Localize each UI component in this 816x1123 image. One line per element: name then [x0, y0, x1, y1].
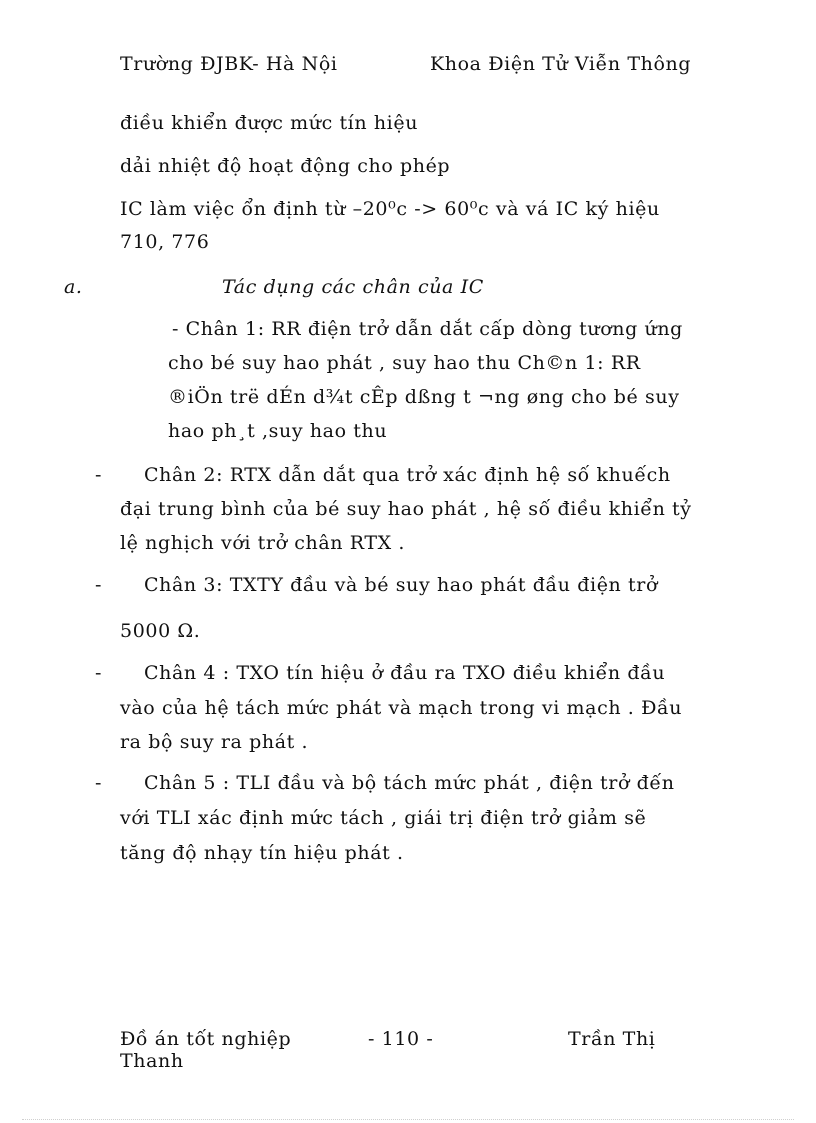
- pin4-line-3: ra bộ suy ra phát .: [120, 731, 309, 753]
- intro-line-3: IC làm việc ổn định từ –20⁰c -> 60⁰c và vá IC ký hiệu: [120, 198, 660, 220]
- footer-left-line-2: Thanh: [120, 1050, 184, 1072]
- pin3-bullet: -: [95, 574, 103, 596]
- header-school: Trường ĐJBK- Hà Nội: [120, 53, 338, 75]
- pin5-line-2: với TLI xác định mức tách , giái trị điện trở giảm sẽ: [120, 807, 647, 829]
- pin4-line-1: Chân 4 : TXO tín hiệu ở đầu ra TXO điều khiển đầu: [144, 662, 666, 684]
- pin1-line-1: - Chân 1: RR điện trở dẫn dắt cấp dòng tương ứng: [172, 318, 683, 340]
- intro-line-2: dải nhiệt độ hoạt động cho phép: [120, 155, 451, 177]
- pin5-bullet: -: [95, 772, 103, 794]
- page-bottom-divider: [22, 1119, 794, 1120]
- footer-left-line-1: Đồ án tốt nghiệp: [120, 1028, 292, 1050]
- pin3-line-1: Chân 3: TXTY đầu và bé suy hao phát đầu điện trở: [144, 574, 658, 596]
- intro-line-4: 710, 776: [120, 231, 210, 253]
- pin1-line-4: hao ph¸t ,suy hao thu: [168, 420, 388, 442]
- pin5-line-1: Chân 5 : TLI đầu và bộ tách mức phát , điện trở đến: [144, 772, 675, 794]
- pin1-line-3: ®iÖn trë dÉn d¾t cÊp dßng t ¬ng øng cho bé suy: [168, 386, 680, 408]
- section-title: Tác dụng các chân của IC: [222, 276, 484, 298]
- pin2-line-1: Chân 2: RTX dẫn dắt qua trở xác định hệ số khuếch: [144, 464, 671, 486]
- footer-author: Trần Thị: [568, 1028, 656, 1050]
- pin1-line-2: cho bé suy hao phát , suy hao thu Ch©n 1: RR: [168, 352, 641, 374]
- footer-page-number: - 110 -: [368, 1028, 434, 1050]
- pin2-line-3: lệ nghịch với trở chân RTX .: [120, 532, 406, 554]
- pin2-bullet: -: [95, 464, 103, 486]
- pin3-line-2: 5000 Ω.: [120, 620, 201, 642]
- pin4-line-2: vào của hệ tách mức phát và mạch trong vi mạch . Đầu: [120, 697, 683, 719]
- header-faculty: Khoa Điện Tử Viễn Thông: [430, 53, 692, 75]
- pin2-line-2: đại trung bình của bé suy hao phát , hệ số điều khiển tỷ: [120, 498, 692, 520]
- pin4-bullet: -: [95, 662, 103, 684]
- section-marker: a.: [64, 276, 83, 298]
- pin5-line-3: tăng độ nhạy tín hiệu phát .: [120, 842, 404, 864]
- intro-line-1: điều khiển được mức tín hiệu: [120, 112, 419, 134]
